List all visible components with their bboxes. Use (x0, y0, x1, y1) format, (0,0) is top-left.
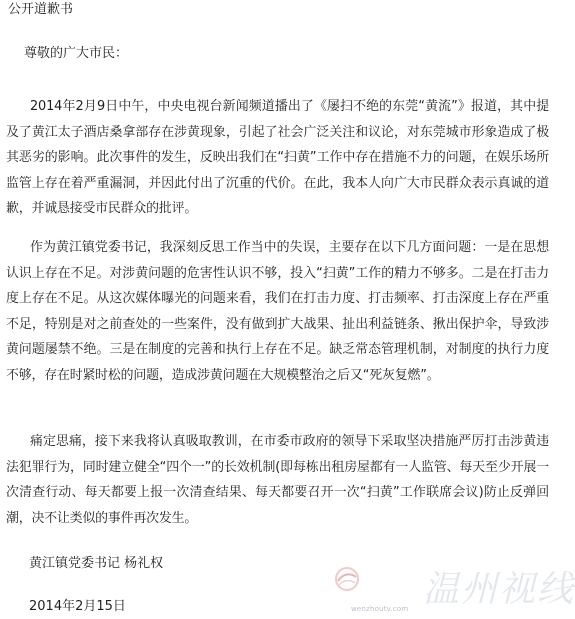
watermark (333, 565, 575, 617)
letter-date: 2014年2月15日 (29, 599, 126, 614)
letter-paragraph-2: 作为黄江镇党委书记，我深刻反思工作当中的失误，主要存在以下几方面问题：一是在思想认识上存在不足。对涉黄问题的危害性认识不够，投入“扫黄”工作的精力不够多。二是在打击力度上存在不足。从这次媒体曝光的问题来看，我们在打击力度、打击频率、打击深度上存在严重不足，特别是对之前查处的一些案件，没有做到扩大战果、扯出利益链条、揪出保护伞，导致涉黄问题屡禁不绝。三是在制度的完善和执行上存在不足。缺乏常态管理机制，对制度的执行力度不够，存在时紧时松的问题，造成涉黄问题在大规模整治之后又“死灰复燃”。 (6, 240, 549, 383)
globe-swirl-logo-icon (333, 565, 361, 593)
letter-signature: 黄江镇党委书记 杨礼权 (29, 556, 164, 571)
letter-paragraph-3: 痛定思痛，接下来我将认真吸取教训，在市委市政府的领导下采取坚决措施严厉打击涉黄违法犯罪行为，同时建立健全“四个一”的长效机制(即每栋出租房屋都有一人监管、每天至少开展一次清查行动、每天都要上报一次清查结果、每天都要召开一次“扫黄”工作联席会议)防止反弹回潮，决不让类似的事件再次发生。 (6, 434, 549, 526)
letter-salutation: 尊敬的广大市民： (24, 46, 129, 61)
letter-paragraph-1: 2014年2月9日中午，中央电视台新闻频道播出了《屡扫不绝的东莞“黄流”》报道，其中提及了黄江太子酒店桑拿部存在涉黄现象，引起了社会广泛关注和议论，对东莞城市形象造成了极其恶劣的影响。此次事件的发生，反映出我们在“扫黄”工作中存在措施不力的问题，在娱乐场所监管上存在着严重漏洞，并因此付出了沉重的代价。在此，我本人向广大市民群众表示真诚的道歉，并诚恳接受市民群众的批评。 (6, 99, 549, 216)
watermark-brand: 温州视线 (423, 569, 575, 610)
letter-title: 公开道歉书 (8, 2, 74, 17)
watermark-url: wenzhoutv.com (351, 605, 409, 613)
